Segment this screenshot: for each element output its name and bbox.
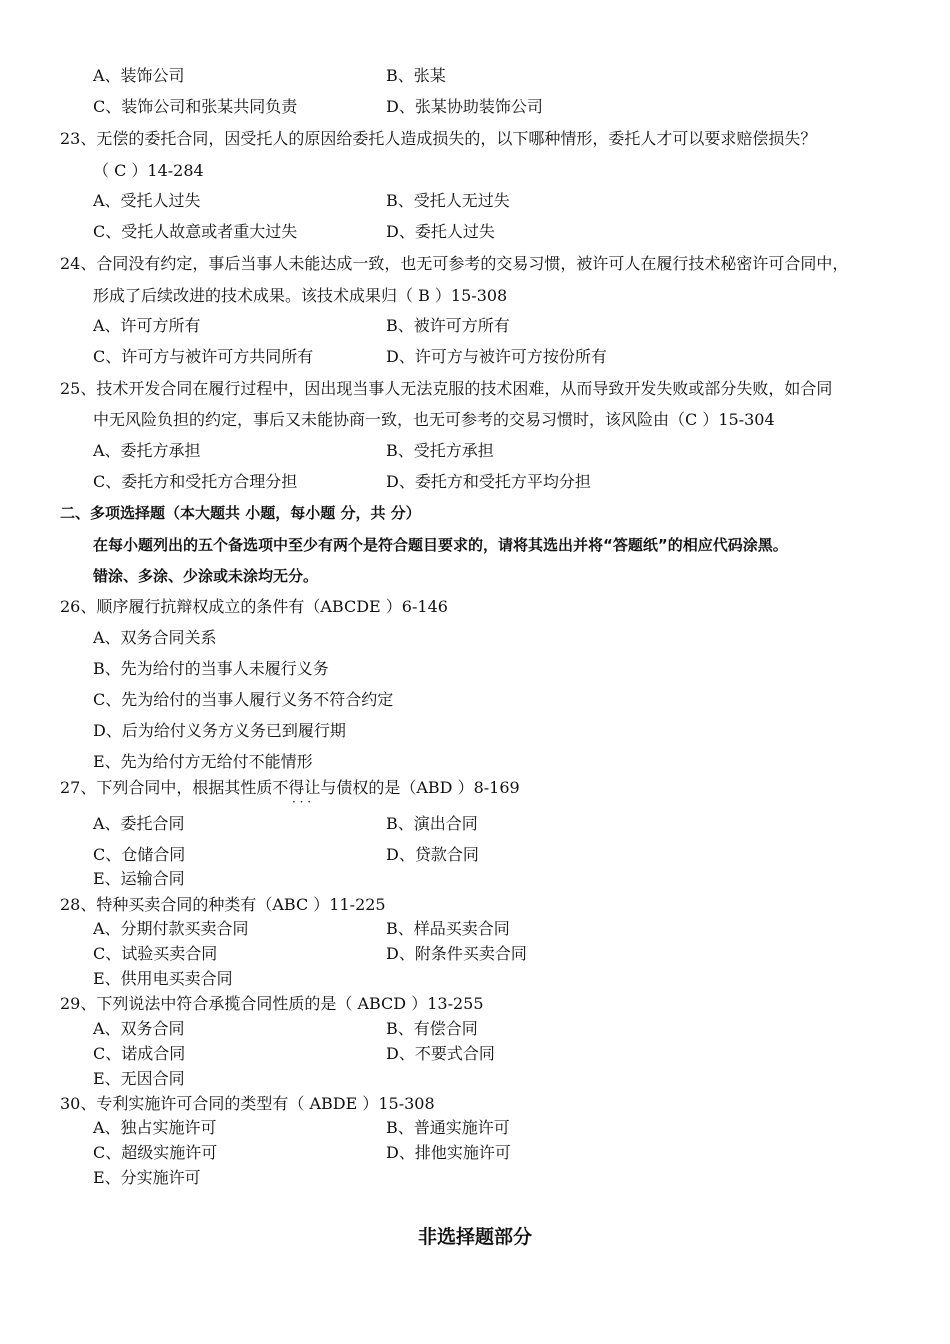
q30-stem: 30、专利实施许可合同的类型有（ ABDE ）15-308 [60, 1094, 435, 1113]
q30-option-d: D、排他实施许可 [386, 1143, 511, 1162]
q30-option-c: C、超级实施许可 [93, 1143, 218, 1162]
q24-option-b: B、被许可方所有 [386, 316, 510, 335]
q28-option-d: D、附条件买卖合同 [386, 944, 527, 963]
q25-stem: 25、技术开发合同在履行过程中，因出现当事人无法克服的技术困难，从而导致开发失败或部分失败，如合同 [60, 379, 833, 398]
q23-option-a: A、受托人过失 [93, 191, 201, 210]
q30-option-e: E、分实施许可 [93, 1168, 201, 1187]
q22-option-a: A、装饰公司 [93, 66, 185, 85]
q26-option-c: C、先为给付的当事人履行义务不符合约定 [93, 690, 394, 709]
section-instructions-cont: 错涂、多涂、少涂或未涂均无分。 [93, 567, 319, 585]
q25-option-b: B、受托方承担 [386, 441, 494, 460]
q24-stem: 24、合同没有约定，事后当事人未能达成一致，也无可参考的交易习惯，被许可人在履行技术秘密许可合同中， [60, 254, 849, 273]
q24-option-d: D、许可方与被许可方按份所有 [386, 347, 607, 366]
q22-option-c: C、装饰公司和张某共同负责 [93, 97, 298, 116]
q27-option-d: D、贷款合同 [386, 845, 479, 864]
q29-option-d: D、不要式合同 [386, 1044, 495, 1063]
q27-option-c: C、仓储合同 [93, 845, 186, 864]
q26-option-b: B、先为给付的当事人未履行义务 [93, 659, 329, 678]
q28-stem: 28、特种买卖合同的种类有（ABC ）11-225 [60, 895, 386, 914]
q25-option-c: C、委托方和受托方合理分担 [93, 472, 298, 491]
q23-option-b: B、受托人无过失 [386, 191, 510, 210]
q22-option-d: D、张某协助装饰公司 [386, 97, 543, 116]
q27-option-b: B、演出合同 [386, 814, 478, 833]
q25-stem-cont: 中无风险负担的约定，事后又未能协商一致，也无可参考的交易习惯时，该风险由（C ）15-304 [93, 410, 775, 429]
q24-stem-cont: 形成了后续改进的技术成果。该技术成果归（ B ）15-308 [93, 286, 508, 305]
q30-option-b: B、普通实施许可 [386, 1118, 510, 1137]
q30-option-a: A、独占实施许可 [93, 1118, 217, 1137]
q23-option-c: C、受托人故意或者重大过失 [93, 222, 298, 241]
q29-option-b: B、有偿合同 [386, 1019, 478, 1038]
q29-option-c: C、诺成合同 [93, 1044, 186, 1063]
q28-option-e: E、供用电买卖合同 [93, 969, 233, 988]
part-heading-non-choice: 非选择题部分 [417, 1226, 532, 1248]
q28-option-b: B、样品买卖合同 [386, 919, 510, 938]
q27-option-a: A、委托合同 [93, 814, 185, 833]
q24-option-c: C、许可方与被许可方共同所有 [93, 347, 314, 366]
q26-option-a: A、双务合同关系 [93, 628, 217, 647]
q27-option-e: E、运输合同 [93, 869, 185, 888]
q28-option-c: C、试验买卖合同 [93, 944, 218, 963]
q26-stem: 26、顺序履行抗辩权成立的条件有（ABCDE ）6-146 [60, 597, 448, 616]
section-instructions: 在每小题列出的五个备选项中至少有两个是符合题目要求的，请将其选出并将“答题纸”的相应代码涂黑。 [93, 536, 788, 554]
q23-answer: （ C ）14-284 [93, 161, 204, 180]
q29-option-e: E、无因合同 [93, 1069, 185, 1088]
q24-option-a: A、许可方所有 [93, 316, 201, 335]
q29-option-a: A、双务合同 [93, 1019, 185, 1038]
q26-option-d: D、后为给付义务方义务已到履行期 [93, 721, 346, 740]
q22-option-b: B、张某 [386, 66, 446, 85]
q26-option-e: E、先为给付方无给付不能情形 [93, 752, 313, 771]
section-heading-multiple-choice: 二、多项选择题（本大题共 小题，每小题 分，共 分） [60, 504, 421, 522]
q23-stem: 23、无偿的委托合同，因受托人的原因给委托人造成损失的，以下哪种情形，委托人才可以要求赔偿损失？ [60, 129, 817, 148]
q25-option-d: D、委托方和受托方平均分担 [386, 472, 591, 491]
emphasis-dots: · · · [292, 795, 312, 809]
q28-option-a: A、分期付款买卖合同 [93, 919, 249, 938]
q23-option-d: D、委托人过失 [386, 222, 495, 241]
q29-stem: 29、下列说法中符合承揽合同性质的是（ ABCD ）13-255 [60, 994, 484, 1013]
q27-stem: 27、下列合同中，根据其性质不得让与债权的是（ABD ）8-169 [60, 778, 520, 797]
q25-option-a: A、委托方承担 [93, 441, 201, 460]
